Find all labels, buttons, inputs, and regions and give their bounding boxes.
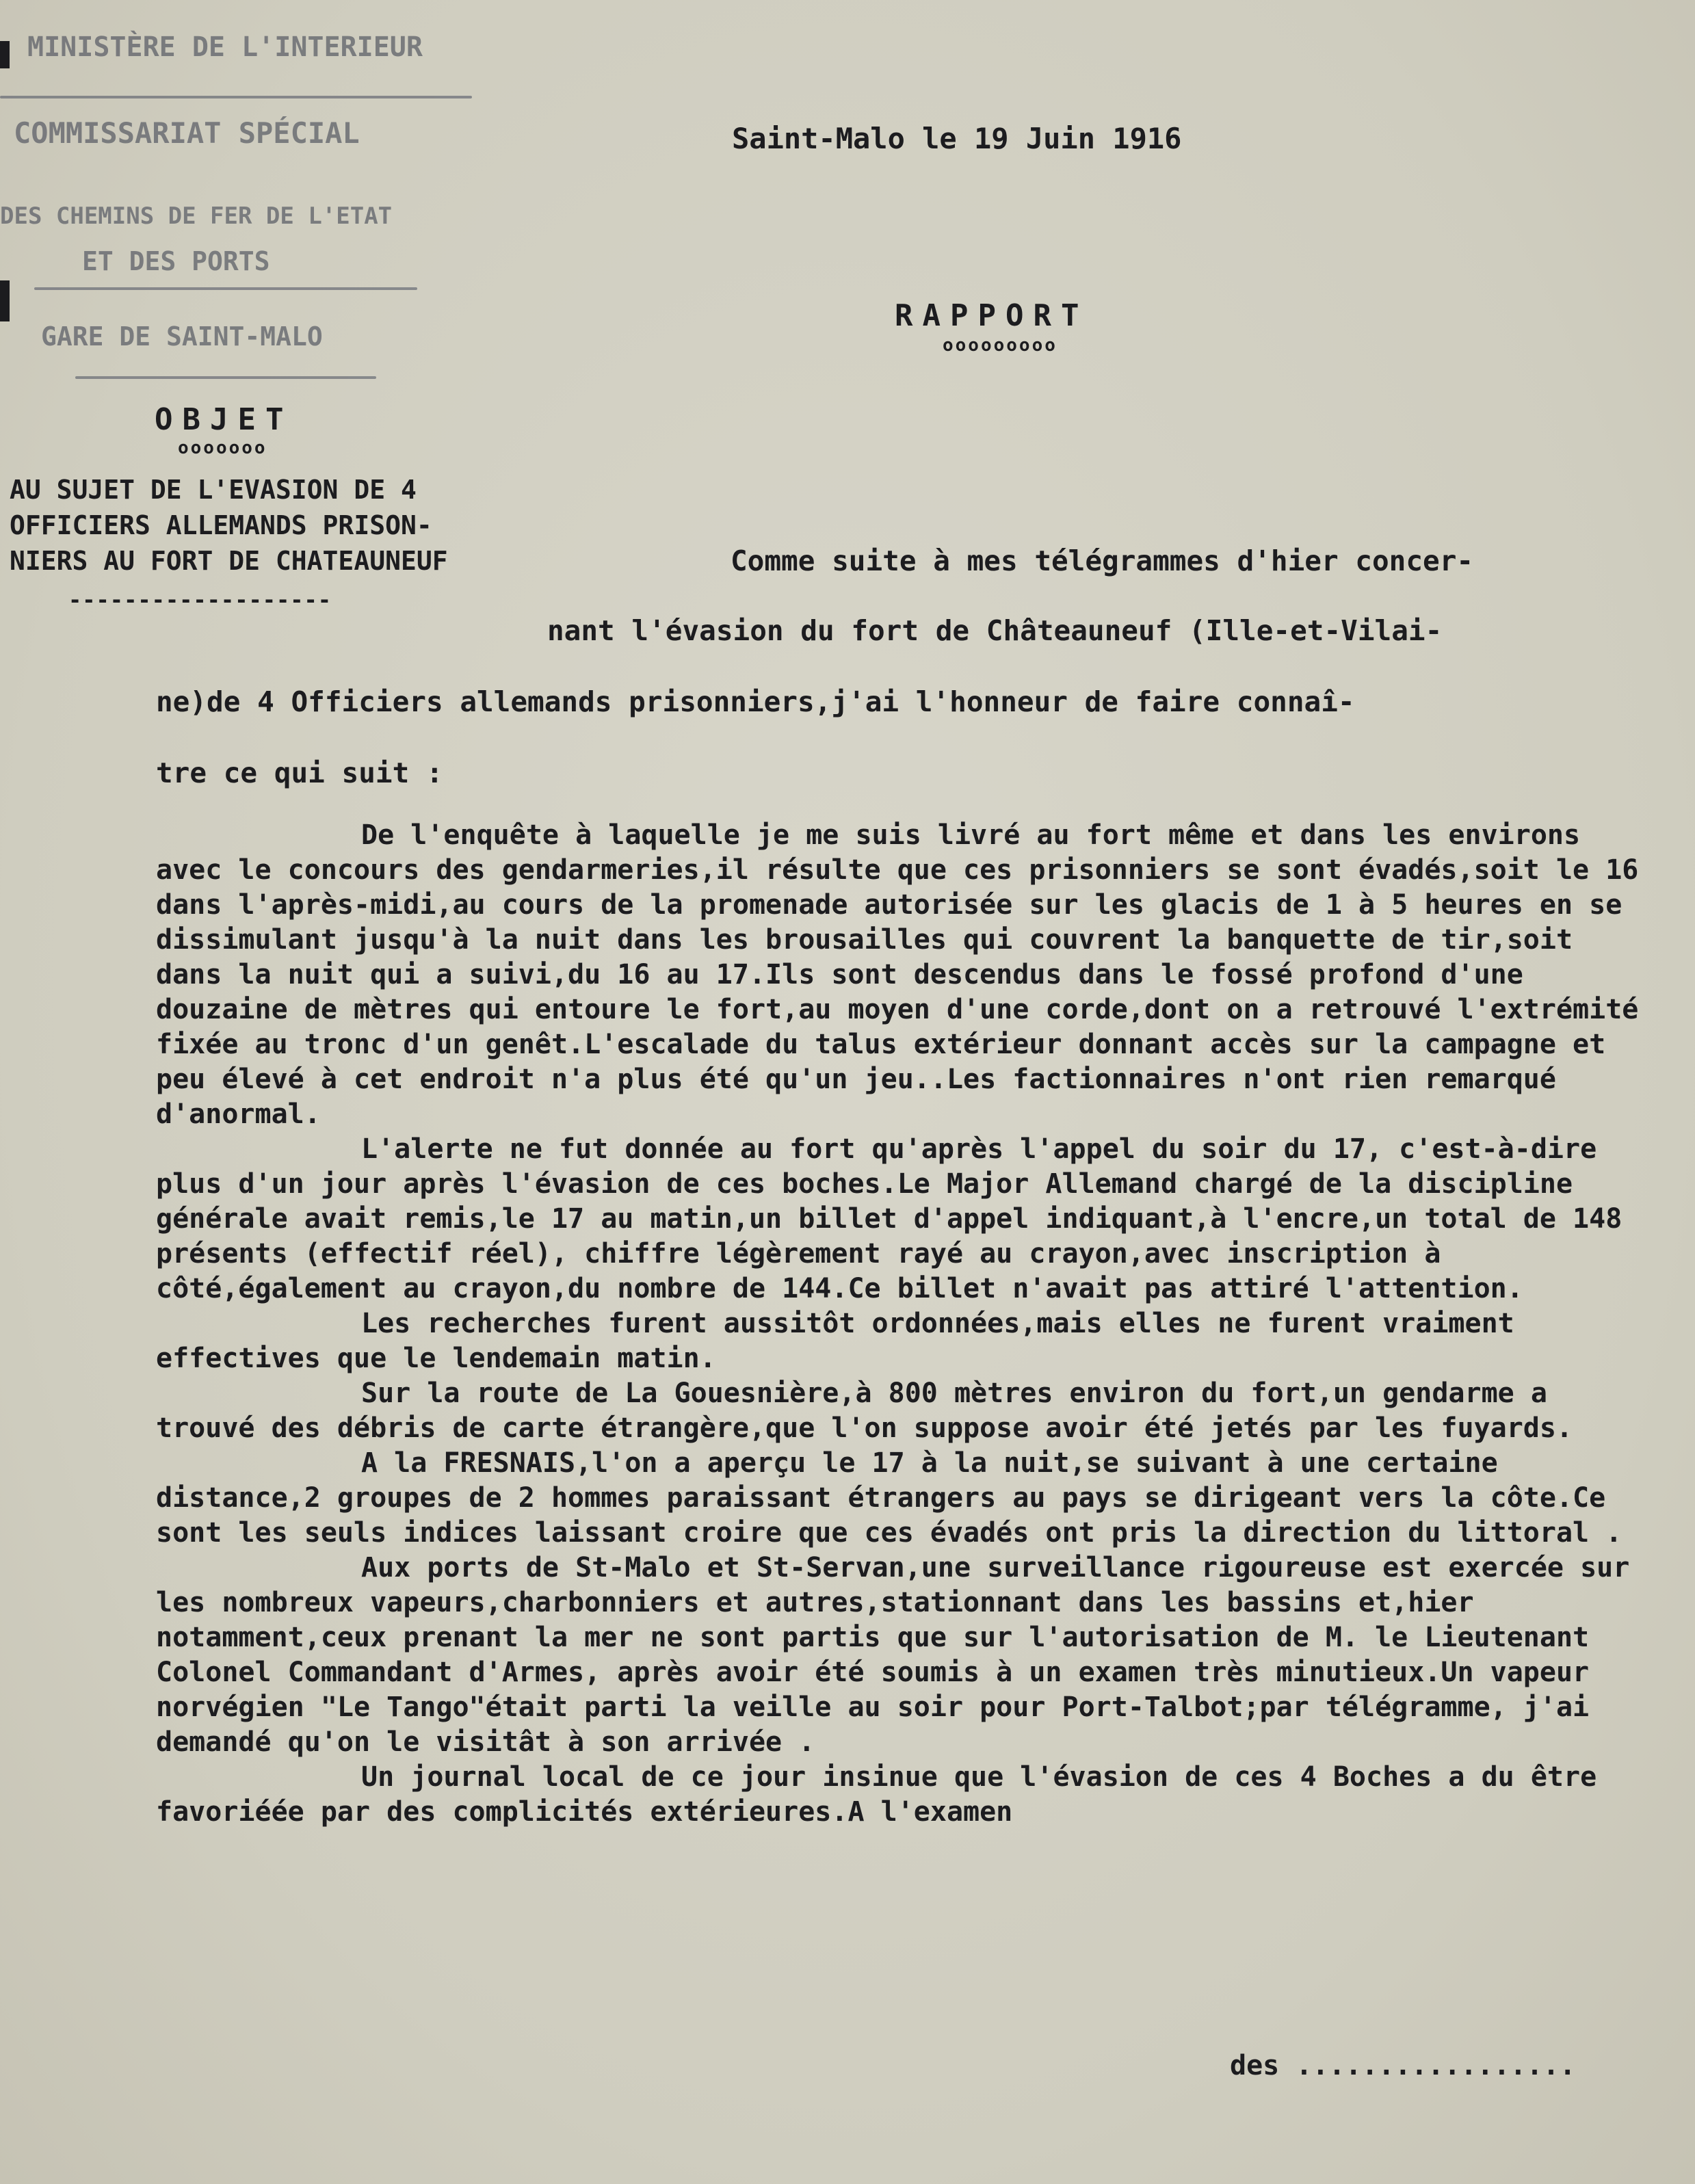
objet-line: AU SUJET DE L'EVASION DE 4 — [10, 475, 417, 505]
body-paragraph: L'alerte ne fut donnée au fort qu'après l'appel du soir du 17, c'est-à-dire plus d'un jour après l'évasion de ces boches.Le Major Allemand chargé de la discipline générale avait remis,le 17 au matin,un billet d'appel indiquant,à l'encre,un total de 148 présents (effectif réel), chiffre légèrement rayé au crayon,avec inscription à côté,également au crayon,du nombre de 144.Ce billet n'avait pas attiré l'attention. — [156, 1133, 1622, 1304]
body-paragraph: A la FRESNAIS,l'on a aperçu le 17 à la nuit,se suivant à une certaine distance,2 groupes de 2 hommes paraissant étrangers au pays se dirigeant vers la côte.Ce sont les seuls indices laissant croire que ces évadés ont pris la direction du littoral . — [156, 1447, 1622, 1549]
continuation-line: des ................. — [1230, 2050, 1576, 2081]
intro-line: nant l'évasion du fort de Châteauneuf (Ille-et-Vilai- — [547, 614, 1443, 647]
title-ornament: ooooooooo — [943, 335, 1057, 356]
stamp-rule — [34, 287, 417, 290]
stamp-line: DES CHEMINS DE FER DE L'ETAT — [0, 202, 393, 230]
ministry-stamp — [0, 7, 479, 390]
stamp-line: ET DES PORTS — [82, 246, 270, 276]
stamp-rule — [0, 96, 472, 98]
report-body — [156, 818, 1647, 1830]
report-title: RAPPORT — [895, 298, 1089, 333]
place-date: Saint-Malo le 19 Juin 1916 — [732, 122, 1182, 155]
objet-line: NIERS AU FORT DE CHATEAUNEUF — [10, 546, 448, 576]
stamp-line: MINISTÈRE DE L'INTERIEUR — [27, 31, 423, 63]
objet-line: OFFICIERS ALLEMANDS PRISON- — [10, 510, 432, 540]
stamp-line: COMMISSARIAT SPÉCIAL — [14, 116, 360, 150]
stamp-line: GARE DE SAINT-MALO — [41, 321, 323, 352]
intro-line: tre ce qui suit : — [156, 756, 443, 789]
intro-line: ne)de 4 Officiers allemands prisonniers,j'ai l'honneur de faire connaî- — [156, 685, 1355, 718]
body-paragraph: Sur la route de La Gouesnière,à 800 mètres environ du fort,un gendarme a trouvé des débris de carte étrangère,que l'on suppose avoir été jetés par les fuyards. — [156, 1378, 1573, 1444]
body-paragraph: Les recherches furent aussitôt ordonnées,mais elles ne furent vraiment effectives que le lendemain matin. — [156, 1308, 1514, 1374]
intro-line: Comme suite à mes télégrammes d'hier concer- — [731, 544, 1474, 577]
objet-subject — [10, 472, 448, 579]
objet-label: OBJET — [155, 402, 293, 437]
objet-ornament: ooooooo — [178, 438, 267, 458]
body-paragraph: Aux ports de St-Malo et St-Servan,une surveillance rigoureuse est exercée sur les nombreux vapeurs,charbonniers et autres,stationnant dans les bassins et,hier notamment,ceux prenant la mer ne sont partis que sur l'autorisation de M. le Lieutenant Colonel Commandant d'Armes, après avoir été soumis à un examen très minutieux.Un vapeur norvégien "Le Tango"était parti la veille au soir pour Port-Talbot;par télégramme, j'ai demandé qu'on le visitât à son arrivée . — [156, 1552, 1630, 1758]
objet-rule: ------------------- — [68, 587, 332, 613]
body-paragraph: Un journal local de ce jour insinue que l'évasion de ces 4 Boches a du être favoriéée par des complicités extérieures.A l'examen — [156, 1761, 1597, 1828]
stamp-rule — [75, 376, 376, 379]
body-paragraph: De l'enquête à laquelle je me suis livré au fort même et dans les environs avec le concours des gendarmeries,il résulte que ces prisonniers se sont évadés,soit le 16 dans l'après-midi,au cours de la promenade autorisée sur les glacis de 1 à 5 heures en se dissimulant jusqu'à la nuit dans les brousailles qui couvrent la banquette de tir,soit dans la nuit qui a suivi,du 16 au 17.Ils sont descendus dans le fossé profond d'une douzaine de mètres qui entoure le fort,au moyen d'une corde,dont on a retrouvé l'extrémité fixée au tronc d'un genêt.L'escalade du talus extérieur donnant accès sur la campagne et peu élevé à cet endroit n'a plus été qu'un jeu..Les factionnaires n'ont rien remarqué d'anormal. — [156, 819, 1639, 1130]
